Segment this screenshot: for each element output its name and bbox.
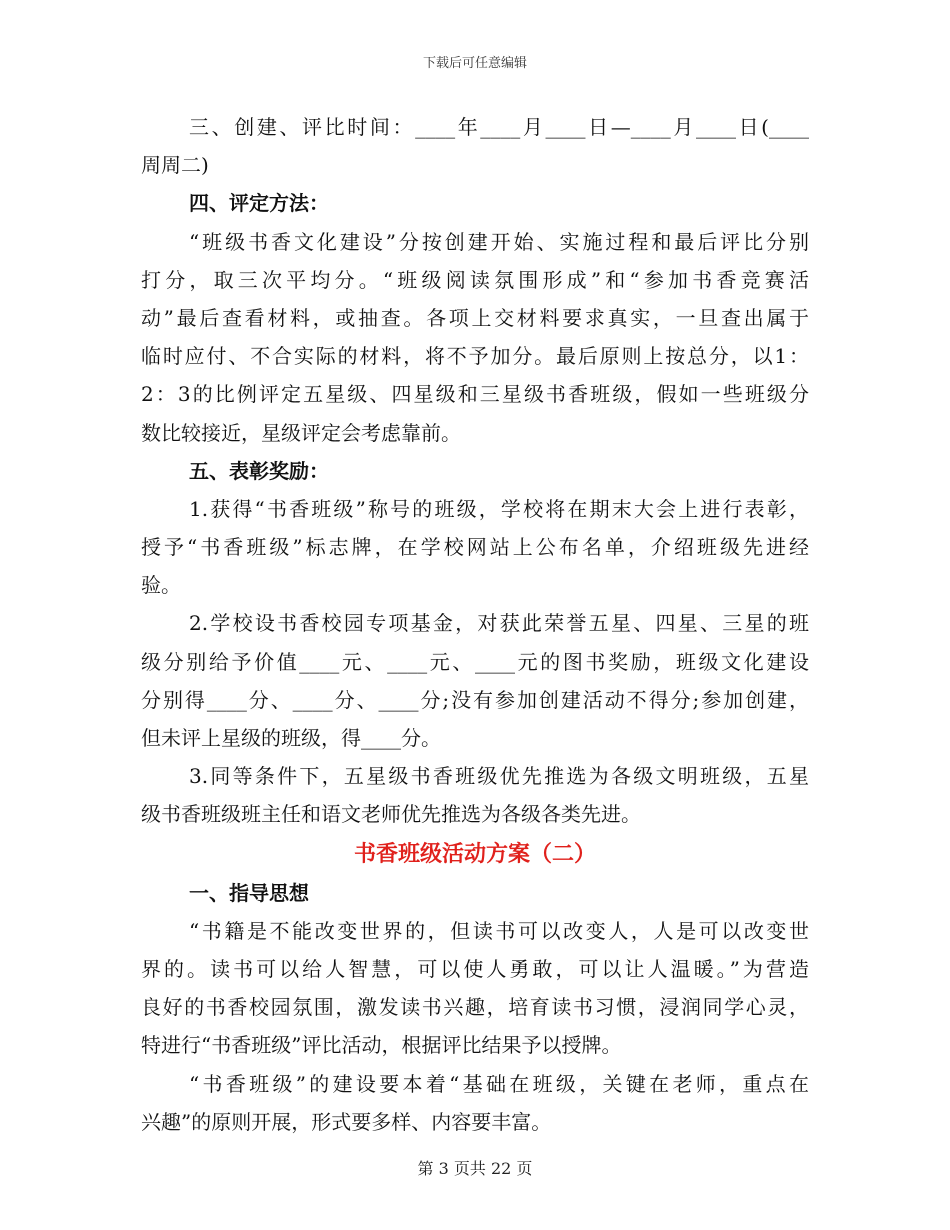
text-line: “书香班级”的建设要本着“基础在班级，关键在老师，重点在 [189,1071,809,1096]
text-line: 1.获得“书香班级”称号的班级，学校将在期末大会上进行表彰， [189,496,809,521]
text-line: 级分别给予价值____元、____元、____元的图书奖励，班级文化建设 [141,649,809,674]
text-line: 动”最后查看材料，或抽查。各项上交材料要求真实，一旦查出属于 [141,305,809,330]
text-line: 临时应付、不合实际的材料，将不予加分。最后原则上按总分，以1： [141,344,809,369]
text-line: 周周二) [141,153,209,178]
text-line: 良好的书香校园氛围，激发读书兴趣，培育读书习惯，浸润同学心灵， [141,995,809,1020]
page-header: 下载后可任意编辑 [422,56,527,71]
text-line: 分别得____分、____分、____分;没有参加创建活动不得分;参加创建， [141,687,809,712]
text-line: 验。 [141,573,181,598]
text-line: “班级书香文化建设”分按创建开始、实施过程和最后评比分别 [189,229,809,254]
text-line: 兴趣”的原则开展，形式要多样、内容要丰富。 [141,1109,552,1134]
text-line: 2.学校设书香校园专项基金，对获此荣誉五星、四星、三星的班 [189,611,809,636]
section-heading: 五、表彰奖励： [189,458,329,483]
text-line: “书籍是不能改变世界的，但读书可以改变人，人是可以改变世 [189,918,809,943]
text-line: 打分，取三次平均分。“班级阅读氛围形成”和“参加书香竞赛活 [141,267,809,292]
section-heading: 四、评定方法： [189,191,329,216]
text-line: 级书香班级班主任和语文老师优先推选为各级各类先进。 [141,802,641,827]
section-heading: 一、指导思想 [189,880,309,905]
text-line: 3.同等条件下，五星级书香班级优先推选为各级文明班级，五星 [189,764,809,789]
text-line: 界的。读书可以给人智慧，可以使人勇敢，可以让人温暖。”为营造 [141,956,809,981]
section-one-body [141,108,809,834]
text-line: 2：3的比例评定五星级、四星级和三星级书香班级，假如一些班级分 [141,382,809,407]
text-line: 但未评上星级的班级，得____分。 [141,726,441,750]
page-footer: 第 3 页共 22 页 [417,1159,533,1178]
section-title: 书香班级活动方案（二） [353,840,596,867]
text-line: 特进行“书香班级”评比活动，根据评比结果予以授牌。 [141,1033,622,1058]
text-line: 数比较接近，星级评定会考虑靠前。 [141,420,461,445]
text-line: 三、创建、评比时间：____年____月____日—____月____日(____ [189,115,809,139]
section-two-body [141,874,809,1141]
document-body [141,108,809,1141]
text-line: 授予“书香班级”标志牌，在学校网站上公布名单，介绍班级先进经 [141,535,809,560]
